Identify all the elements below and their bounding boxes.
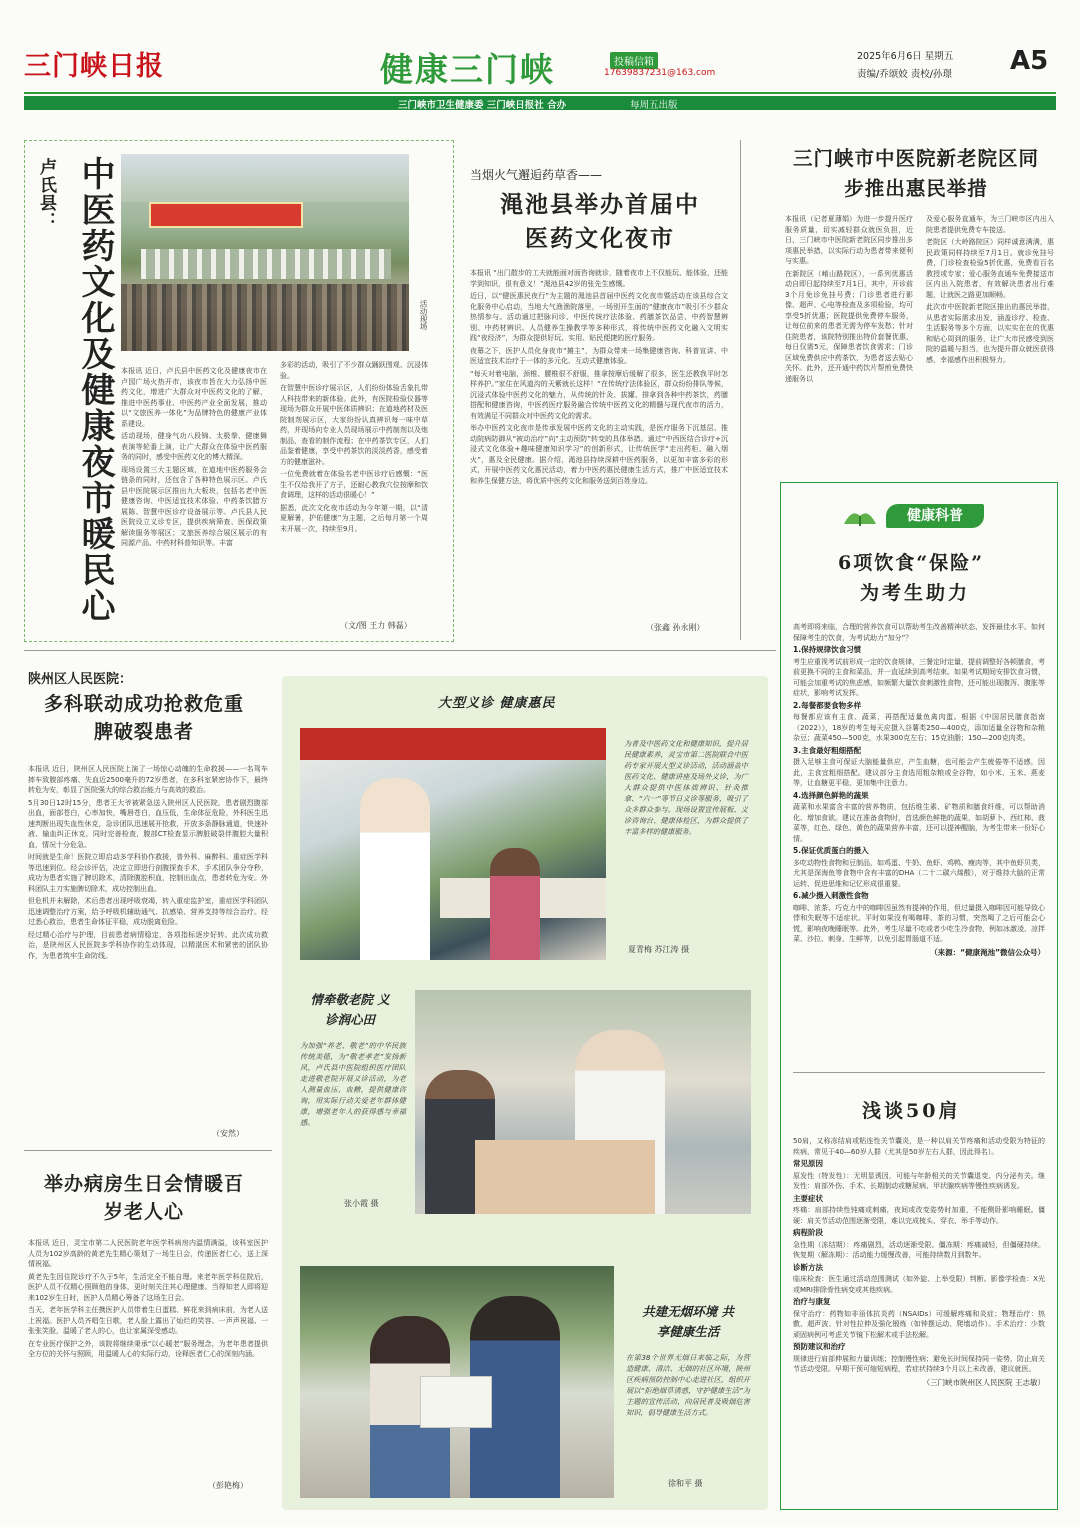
- photo-feature-title-2-text: 情牵敬老院 义诊润心田: [310, 992, 390, 1027]
- science-para: 临床检查：医生通过活动范围测试（如外旋、上举受限）判断。影像学检查：X光或MRI排除骨性病变或其他疾病。: [793, 1275, 1045, 1294]
- science-para: 摄入足够主食可保证大脑能量供应，产生血糖，也可能会产生疲倦等不适感，因此，主食宜粗细搭配。建议部分主食选用粗杂粮或全谷物，如小米、玉米、燕麦等，让血糖更平稳，更加集中注意力。: [793, 758, 1045, 787]
- lushi-col2: [280, 360, 428, 536]
- photo-feature-title-1: 大型义诊 健康惠民: [438, 696, 556, 711]
- photo-feature-title-2: [300, 990, 400, 1030]
- laoyuan-para: 本报讯（记者夏薄娟）为进一步提升医疗服务质量，切实减轻群众就医负担，近日，三门峡市中医院新老院区同步推出多项惠民举措，以实际行动为患者带来便利与实惠。: [785, 215, 913, 265]
- lushi-para: 一位免费就着在体验名老中医诊疗后感慨：“医生不仅给我开了方子，还耐心教我穴位按摩和饮食调理，这样的活动很暖心！”: [280, 470, 428, 499]
- science-divider: [793, 1072, 1045, 1073]
- shanzhou-para: 时间就是生命！医院立即启动多学科协作救援，普外科、麻醉科、重症医学科等迅速到位。经会诊评估，决定立即进行剖腹探查手术，手术团队争分夺秒，成功为患者实施了脾切除术，清除腹腔积血，控制出血点，患者转危为安。外科团队主刀实施脾切除术，成功控制出血。: [28, 853, 268, 893]
- laoyuan-para: 及爱心服务直通车，为三门峡市区内出入院患者提供免费专车接送。: [926, 215, 1054, 234]
- photo-feature-para: 为普及中医药文化和健康知识，提升居民健康素养，灵宝市第二医院联合中医药专家开展大型义诊活动，活动涵盖中医药文化、健康讲座及场外义诊，为广大群众提供中医体质辨识、针灸推拿、“六一”等节日义诊等服务，吸引了众多群众参与。现场设置宣传展板、义诊咨询台、健康体检区，为群众提供了丰富多样的健康服务。: [624, 739, 748, 836]
- birthday-para: 当天，老年医学科主任携医护人员带着生日蛋糕、鲜花来到病床前，为老人送上祝福。医护人员齐唱生日歌，老人脸上露出了灿烂的笑容。一声声祝福、一张张笑脸，温暖了老人的心，也让家属深受感动。: [28, 1306, 268, 1335]
- mianchi-para: 近日，以“健医惠民夜行”为主题的渑池县首届中医药文化夜市暨活动在该县综合文化服务中心启动，当地大气渔渔院落里，一场别开生面的“健康夜市”吸引不少群众热情参与。活动通过把脉问诊、中医传统疗法体验、药膳茶饮品尝、中药智慧辨别、中药材辨识、人员健养生操教学等多种形式，将传统中医药文化融入文明实践“夜经济”，为群众提供好玩、实用、贴民便捷的医疗服务。: [470, 292, 728, 342]
- birthday-para: 黄老先生因住院诊疗不久于5年，生活完全不能自理。来老年医学科住院后，医护人员不仅精心照顾他的身体，更时刻关注其心理健康。当得知老人即将迎来102岁生日时，医护人员精心筹备了这场生日会。: [28, 1272, 268, 1302]
- science-title-1: 6项饮食“保险”: [838, 552, 985, 574]
- shanzhou-headline-text: 多科联动成功抢救危重脾破裂患者: [44, 693, 245, 743]
- science-label-badge: [842, 504, 986, 530]
- clinic-photo-leaflet: [420, 1376, 492, 1428]
- newspaper-logo: 三门峡日报: [24, 51, 164, 82]
- mianchi-para: 夜幕之下，医护人员化身夜市“摊主”，为群众带来一场集健康咨询、科普宣讲、中医适宜技术治疗于一体的多元化、互动式健康体验。: [470, 346, 728, 365]
- banner-frequency: 每周五出版: [630, 100, 678, 111]
- science-para: 原发性（特发性）：无明显诱因，可能与年龄相关的关节囊退变、内分泌有关。继发性：肩部外伤、手术、长期制动或糖尿病、甲状腺疾病等慢性疾病诱发。: [793, 1171, 1045, 1190]
- mianchi-byline: （张鑫 孙永刚）: [646, 623, 705, 632]
- science-subhead: 5.保证优质蛋白的摄入: [793, 846, 869, 855]
- science-para: 规律进行肩部伸展和力量训练；控制慢性病；避免长时间保持同一姿势，防止肩关节活动受限。早期干预可缩短病程，若症状持续3个月以上未改善，建议就医。: [793, 1354, 1045, 1373]
- lushi-para: 现场设置三大主题区域，在道地中医药服务会链条的同时，还包含了各种特色展示区。卢氏县中医院展示区推出九大板块，包括名老中医健康咨询、中医适宜技术体验、中药茶饮腊方展陈、智慧中医诊疗设备展示等。卢氏县人民医院设立义诊专区，提供疾病筛查、医保政策解读服务等展区；文旅医养综合展区展示的有同源产品、中药材科普知识等。丰富: [121, 465, 267, 547]
- science-body-2: [793, 1136, 1045, 1388]
- masthead-rule: [24, 92, 1056, 94]
- birthday-headline: [28, 1170, 260, 1226]
- photo-feature-credit-1: 夏青梅 苏江涛 摄: [628, 945, 690, 954]
- science-subhead: 诊断方法: [793, 1262, 823, 1272]
- birthday-body: [28, 1238, 268, 1362]
- photo-feature-para: 在第38个世界无烟日来临之际，为营造健康、清洁、无烟的社区环境，陕州区疾病预防控制中心走进社区，组织开展以“拒绝烟草诱惑，守护健康生活”为主题的宣传活动，向居民普及吸烟危害知识，倡导健康生活方式。: [626, 1353, 750, 1417]
- lushi-photo-crowd: [121, 284, 409, 351]
- row-divider: [24, 1150, 272, 1151]
- laoyuan-headline: [785, 144, 1047, 204]
- clinic-photo-patient: [490, 848, 540, 960]
- science-intro: 高考即将来临，合理的营养饮食可以帮助考生改善精神状态、发挥最佳水平。如何保障考生的饮食，为考试助力“加分”？: [793, 623, 1045, 642]
- photo-feature-text-2: [300, 1040, 406, 1130]
- science-subhead: 预防建议和治疗: [793, 1342, 846, 1351]
- science-label: 健康科普: [886, 504, 984, 528]
- lushi-headline: 中医药文化及健康夜市暖民心: [75, 156, 115, 624]
- shanzhou-headline: [28, 690, 260, 746]
- photo-feature-text-3: [626, 1352, 750, 1420]
- science-para: 咖啡、浓茶、巧克力中的咖啡因虽然有提神的作用，但过量摄入咖啡因可能导致心悸和失眠等不适症状。平时如果没有喝咖啡、茶的习惯，突然喝了之后可能会心慌，影响夜晚睡眠等。此外，考生尽量不吃或者少吃生冷食物，例如冰激凌、凉拌菜、沙拉、刺身、生鲜等，以免引起胃肠道不适。: [793, 903, 1045, 943]
- science-subhead: 3.主食最好粗细搭配: [793, 745, 862, 755]
- mianchi-para: “每天对着电脑，颈椎、腰椎很不舒服，推拿按摩后缓解了很多，医生还教我平时怎样养护。”家住在风道沟的天紫就长这样！“在传统疗法体验区，群众纷纷排队等候，沉浸式体验中医药文化的魅力，从传统的针灸、拔罐、排拿到各种中药茶饮，药膳搭配和健康咨询，中医药医疗服务融合传统中医药文化的精髓与现代夜市的活力，有效满足不同群众对中医药文化的需求。: [470, 369, 728, 420]
- mianchi-para: 本报讯 “出门散步的工夫就能面对面咨询就诊，随着夜市上不仅能玩、能体验，还能学到知识，很有意义！”渑池县42岁的张先生感慨。: [470, 269, 728, 288]
- photo-feature-credit-2: 张小霞 摄: [344, 1199, 379, 1208]
- science-source: （来源：“健康渑池”微信公众号）: [930, 947, 1045, 957]
- science-para: 保守治疗：药物如非甾体抗炎药（NSAIDs）可缓解疼痛和炎症；物理治疗：热敷、超声波、针对性拉伸及强化锻炼（如钟摆运动、爬墙动作）。手术治疗：少数顽固病例可考虑关节镜下松解术或手法松解。: [793, 1309, 1045, 1339]
- lushi-para: 在智慧中医诊疗展示区，人们纷纷体验舌象扎带人科技带来的新体验。此外，有医院检验仪器等现场为群众开展中医体质辨识；在道地药材及医院制剂展示区，大家纷纷认真辨识每一味中草药，并现场向专业人员现场展示中药制剂以及炮制品，查看的制作流程；在中药茶饮专区，人们品鉴着健康，享受中药茶饮的淡淡药香，感受着方的健康滋补。: [280, 384, 428, 466]
- lushi-photo-caption: 活动现场: [419, 300, 428, 330]
- science-para: 每餐都应该有主食、蔬菜，再搭配适量鱼禽肉蛋。根据《中国居民膳食指南（2022）》，18岁的考生每天应摄入谷薯类250—400克，添加适量全谷物和杂粮杂豆；蔬菜450—500克，水果300克左右；15克油脂；150—200克肉类。: [793, 713, 1045, 742]
- mianchi-headline-1: [470, 188, 730, 256]
- science-subhead: 病程阶段: [793, 1228, 823, 1237]
- laoyuan-col1: [785, 214, 913, 386]
- science-intro-2: 50肩，又称冻结肩或粘连性关节囊炎，是一种以肩关节疼痛和活动受限为特征的疾病，常见于40—60岁人群（尤其是50岁左右人群，因此得名）。: [793, 1137, 1045, 1156]
- science-body: [793, 622, 1045, 958]
- issue-date: 2025年6月6日 星期五: [857, 51, 954, 62]
- science-subhead: 主要症状: [793, 1193, 823, 1203]
- email-address: 17639837231@163.com: [604, 68, 716, 78]
- science-subhead: 4.选择颜色鲜艳的蔬果: [793, 790, 869, 800]
- mianchi-headline: 渑池县举办首届中医药文化夜市: [500, 191, 700, 252]
- science-source-2: （三门峡市陕州区人民医院 王志敏）: [922, 1377, 1045, 1387]
- birthday-headline-text: 举办病房生日会情暖百岁老人心: [44, 1173, 245, 1223]
- science-para: 多吃动物性食物和豆制品，如鸡蛋、牛奶、鱼虾、鸡鸭、瘦肉等，其中鱼虾贝类，尤其是深海鱼等食物中含有丰富的DHA（二十二碳六烯酸），对于维持大脑的正常运转、促进思维和记忆形成很重要。: [793, 858, 1045, 888]
- birthday-byline: （彭艳梅）: [208, 1481, 248, 1490]
- email-label: 投稿信箱: [610, 52, 658, 69]
- shanzhou-kicker: 陕州区人民医院：: [28, 672, 133, 687]
- birthday-para: 本报讯 近日，灵宝市第二人民医院老年医学科病房内温情满溢，该科室医护人员为102岁高龄的黄老先生精心策划了一场生日会，传递医者仁心，送上深情祝福。: [28, 1239, 268, 1268]
- clinic-photo-table-2: [475, 1140, 655, 1214]
- editors: 责编/乔颂姣 责校/孙璟: [857, 69, 952, 80]
- mianchi-body: [470, 268, 728, 488]
- photo-feature-credit-3: 徐和平 摄: [668, 1479, 703, 1488]
- photo-feature-text-1: [624, 738, 748, 839]
- laoyuan-headline-text: 三门峡市中医院新老院区同步推出惠民举措: [792, 147, 1039, 200]
- banner-text: 三门峡市卫生健康委 三门峡日报社 合办: [398, 100, 567, 111]
- mianchi-kicker: 当烟火气邂逅药草香——: [470, 168, 603, 182]
- science-subhead: 治疗与康复: [793, 1297, 831, 1306]
- science-title-3: 浅谈50肩: [862, 1100, 961, 1122]
- laoyuan-para: 此次市中医院新老院区推出的惠民举措，从患者实际需求出发，涵盖诊疗、检查、生活服务等多个方面，以实实在在的优惠和贴心周到的服务，让广大市民感受到医院的温暖与担当，也为提升群众就医获得感、幸福感作出积极努力。: [926, 303, 1054, 364]
- clinic-photo-3: [300, 1266, 614, 1498]
- clinic-photo-1: [300, 728, 606, 960]
- science-para: 蔬菜和水果富含丰富的营养物质，包括维生素、矿物质和膳食纤维，可以帮助消化、增加食欲。建议在准备食物时，首选颜色鲜艳的蔬果，如胡萝卜、西红柿、菠菜等，红色、绿色、黄色的蔬果营养丰富，还可以提神醒脑，为考生带来一份好心情。: [793, 803, 1045, 843]
- row-divider: [24, 650, 776, 651]
- lushi-kicker: 卢氏县：: [36, 158, 56, 230]
- leaf-book-icon: [842, 506, 878, 528]
- science-title-2: 为考生助力: [860, 582, 971, 604]
- clinic-photo-2: [415, 990, 751, 1214]
- laoyuan-para: 在新院区（崤山路院区），一系列优惠活动自即日起持续至7月1日，其中，开诊前3个月免诊免挂号费；门诊患者进行影像、超声、心电等检查及多项检验，均可享受5折优惠；医院提供免费停车服务，让每位前来的患者无需为停车发愁；针对住院患者，该院特别推出特价套餐优惠，每日仅需5元，保障患者饮食需求；门诊区域免费供应中药茶饮，为患者送去贴心关怀。此外，还开通中药饮片帮煎免费快递服务以: [785, 269, 913, 383]
- lushi-para: 多彩的活动，吸引了不少群众踊跃围观、沉浸体验。: [280, 361, 428, 380]
- lushi-para: 据悉，此次文化夜市活动为今年第一期，以“清夏解暑，护佑健康”为主题，之后每月第一个周末开展一次，持续至9月。: [280, 503, 428, 533]
- mianchi-para: 举办中医药文化夜市是传承发展中医药文化的主动实践，是医疗服务下沉基层、推动院病防御从“被动治疗”向“主动预防”转变的具体举措。通过“中西医结合诊疗+沉浸式文化体验+趣味健康知识学习”的创新形式，让传统医学“走出药柜、融入烟火”，惠及全民健康。据介绍，渑池县持续深耕中医药服务，以更加丰富多彩的形式，开展中医药文化惠民活动，着力中医药惠民健康生活方式，推广中医适宜技术和养生保健方法，将优质中医药文化和服务送到百姓身边。: [470, 424, 728, 485]
- shanzhou-para: 本报讯 近日，陕州区人民医院上演了一场惊心动魄的生命救援——一名驾车摔车致腹部疼痛、失血近2500毫升的72岁患者，在多科室紧密协作下，最终转危为安，彰显了医院强大的综合救治能力与高效的救治。: [28, 765, 268, 794]
- science-subhead: 1.保持规律饮食习惯: [793, 645, 862, 654]
- section-title: 健康三门峡: [380, 50, 555, 89]
- lushi-photo-stage-banner: [149, 202, 303, 228]
- lushi-para: 本报讯 近日，卢氏县中医药文化及健康夜市在卢园广场火热开市，该夜市旨在大力弘扬中医药文化，增进广大群众对中医药文化的了解，推进中医药事业、中医药产业全面发展，推动以“文旅医养一体化”为品牌特色的健康产业体系建设。: [121, 367, 267, 428]
- shanzhou-byline: （安然）: [212, 1129, 244, 1138]
- lushi-para: 活动现场，健身气功八段锦、太极拳、健康舞表演等轮番上演，让广大群众在体验中医药服务的同时，感受中医药文化的博大精深。: [121, 432, 267, 461]
- science-para: 考生应重视考试前形成一定的饮食规律，三餐定时定量，提前调整好各顿膳食，考前更换不同的主食和菜品，并一直延续到高考结束。如果考试期间安排饮食习惯，可能会加重考试的焦虑感，如频繁大量饮食刺激性食物，还可能出现腹泻、腹胀等症状，影响考试发挥。: [793, 657, 1045, 697]
- science-para: 疼痛：肩部持续性钝痛或刺痛，夜间或改变姿势时加重，不能侧卧影响睡眠。僵硬：肩关节活动范围逐渐受限，难以完成梳头、穿衣、举手等动作。: [793, 1206, 1045, 1225]
- shanzhou-para: 但危机并未解除，术后患者出现呼吸衰竭，转入重症监护室，重症医学科团队迅速调整治疗方案，给予呼吸机辅助通气、抗感染、营养支持等综合治疗。经过悉心救治，患者生命体征平稳，成功脱离危险。: [28, 897, 268, 926]
- shanzhou-para: 5月30日12时15分，患者王大爷被紧急送入陕州区人民医院，患者剧烈腹部出血，面部苍白，心率加快，嘴唇苍白，血压低，生命体征危险，外科医生迅速判断出现失血性休克，急诊团队迅速展开抢救，开放多条静脉通道，快速补液、输血纠正休克，同时完善检查，腹部CT检查显示脾脏破裂伴腹腔大量积血，情况十分危急。: [28, 798, 268, 849]
- lushi-col1: [121, 366, 267, 551]
- clinic-photo-tent: [300, 728, 606, 760]
- photo-feature-title-3: [626, 1302, 750, 1342]
- shanzhou-para: 经过精心治疗与护理，目前患者病情稳定，各项指标逐步好转。此次成功救治，是陕州区人民医院多学科协作的生动体现，以精湛医术和紧密的团队协作，为患者筑牢生命防线。: [28, 930, 268, 960]
- lushi-photo-trees: [121, 154, 409, 202]
- birthday-para: 在专业医疗保护之外，该院将继续秉承“以心暖老”服务理念，为老年患者提供全方位的关怀与照顾，用温暖人心的实际行动，诠释医者仁心的深刻内涵。: [28, 1339, 268, 1358]
- column-divider: [740, 140, 741, 640]
- science-subhead: 2.每餐都要食物多样: [793, 700, 862, 710]
- laoyuan-para: 老院区（大岭路院区）同样诚意满满，惠民政策同样持续至7月1日。就诊免挂号费，门诊检查检验5折优惠，免费看百名教授或专家；爱心服务直通车免费接送市区内出入院患者，有效解决患者出行难题，让就医之路更加顺畅。: [926, 238, 1054, 299]
- science-subhead: 6.减少摄入刺激性食物: [793, 891, 869, 900]
- photo-feature-title-3-text: 共建无烟环境 共享健康生活: [642, 1304, 734, 1339]
- lushi-photo: [121, 154, 409, 351]
- lushi-photo-performers: [141, 249, 391, 279]
- science-subhead: 常见原因: [793, 1159, 823, 1168]
- laoyuan-col2: [926, 214, 1054, 367]
- page-number: A5: [1010, 46, 1049, 76]
- photo-feature-para: 为加强“养老、敬老”的中华民族传统美德，为“敬老孝老”发扬新风，卢氏县中医院组织医疗团队走进敬老院开展义诊活动，为老人测量血压、血糖，提供健康咨询，用实际行动关爱老年群体健康，增强老年人的获得感与幸福感。: [300, 1041, 406, 1127]
- clinic-photo-doctor: [360, 778, 430, 960]
- lushi-byline: （文/图 王力 韩磊）: [340, 621, 412, 630]
- shanzhou-body: [28, 764, 268, 963]
- science-para: 急性期（冻结期）：疼痛剧烈，活动逐渐受限。僵冻期：疼痛减轻，但僵硬持续。恢复期（解冻期）：活动能力缓慢改善，可能持续数月到数年。: [793, 1240, 1045, 1259]
